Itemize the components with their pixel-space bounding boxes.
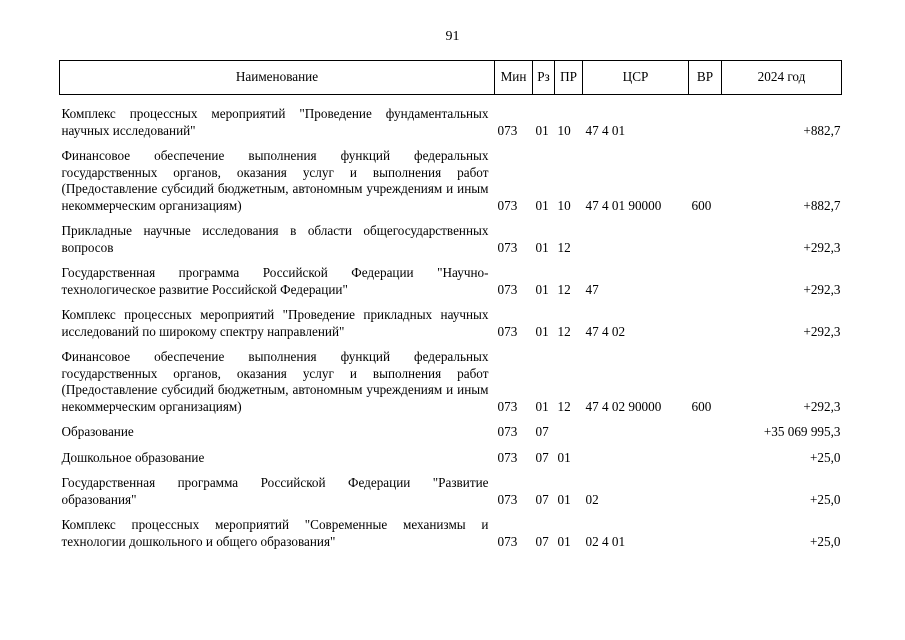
table-row — [60, 424, 842, 450]
row-name: Комплекс процессных мероприятий "Проведение прикладных научных исследований по широкому спектру направлений" — [61, 307, 489, 339]
row-amount: +292,3 — [803, 398, 841, 414]
header-name: Наименование — [60, 61, 495, 95]
row-vr — [689, 307, 722, 349]
table-row — [60, 517, 842, 559]
row-min: 073 — [497, 424, 518, 439]
row-rz: 01 — [535, 323, 549, 339]
row-amount: +25,0 — [809, 491, 841, 507]
header-vr: ВР — [689, 61, 722, 95]
row-csr — [583, 223, 689, 265]
row-pr: 10 — [557, 122, 571, 138]
row-name: Дошкольное образование — [61, 449, 205, 465]
row-rz: 07 — [535, 533, 549, 549]
row-name: Комплекс процессных мероприятий "Проведение фундаментальных научных исследований" — [61, 106, 489, 138]
header-min: Мин — [495, 61, 533, 95]
row-vr — [689, 95, 722, 149]
row-vr — [689, 223, 722, 265]
row-min: 073 — [497, 122, 518, 138]
table-row — [60, 307, 842, 349]
row-vr: 600 — [691, 398, 712, 414]
row-vr: 600 — [691, 197, 712, 213]
row-rz: 07 — [535, 491, 549, 507]
row-pr: 01 — [557, 533, 571, 549]
row-rz: 01 — [535, 398, 549, 414]
row-amount: +25,0 — [809, 533, 841, 549]
row-name: Образование — [61, 424, 134, 439]
row-pr: 10 — [557, 197, 571, 213]
row-min: 073 — [497, 533, 518, 549]
row-rz: 01 — [535, 239, 549, 255]
row-min: 073 — [497, 197, 518, 213]
table-header — [60, 61, 842, 95]
row-csr: 47 4 01 90000 — [585, 197, 662, 213]
row-amount: +292,3 — [803, 239, 841, 255]
row-amount: +292,3 — [803, 281, 841, 297]
row-amount: +35 069 995,3 — [763, 424, 841, 439]
row-min: 073 — [497, 323, 518, 339]
row-csr: 02 — [585, 491, 599, 507]
row-vr — [689, 475, 722, 517]
row-name: Финансовое обеспечение выполнения функций федеральных государственных органов, оказания услуг и выполнения работ (Предоставление субсидий бюджетным, автономным учреждениям и иным некоммерческим организациям) — [61, 148, 489, 213]
row-vr — [689, 450, 722, 476]
row-vr — [689, 517, 722, 559]
row-rz: 01 — [535, 281, 549, 297]
row-rz: 07 — [535, 449, 549, 465]
row-csr: 47 4 02 — [585, 323, 626, 339]
row-name: Финансовое обеспечение выполнения функций федеральных государственных органов, оказания услуг и выполнения работ (Предоставление субсидий бюджетным, автономным учреждениям и иным некоммерческим организациям) — [61, 349, 489, 414]
table-row — [60, 475, 842, 517]
row-min: 073 — [497, 449, 518, 465]
row-pr: 12 — [557, 281, 571, 297]
row-csr: 47 4 02 90000 — [585, 398, 662, 414]
row-name: Прикладные научные исследования в области общегосударственных вопросов — [61, 223, 489, 255]
table-row — [60, 148, 842, 223]
row-min: 073 — [497, 281, 518, 297]
row-pr: 12 — [557, 323, 571, 339]
row-name: Государственная программа Российской Федерации "Развитие образования" — [61, 475, 489, 507]
row-csr — [583, 424, 689, 450]
row-pr: 01 — [557, 449, 571, 465]
row-amount: +882,7 — [803, 122, 841, 138]
table-row — [60, 223, 842, 265]
table-body — [60, 95, 842, 560]
row-pr — [555, 424, 583, 450]
header-csr: ЦСР — [583, 61, 689, 95]
row-csr: 47 4 01 — [585, 122, 626, 138]
row-amount: +292,3 — [803, 323, 841, 339]
row-min: 073 — [497, 398, 518, 414]
row-rz: 01 — [535, 122, 549, 138]
row-pr: 01 — [557, 491, 571, 507]
row-pr: 12 — [557, 398, 571, 414]
row-csr: 02 4 01 — [585, 533, 626, 549]
row-rz: 01 — [535, 197, 549, 213]
row-vr — [689, 424, 722, 450]
budget-table — [59, 60, 842, 559]
row-name: Государственная программа Российской Федерации "Научно-технологическое развитие Российской Федерации" — [61, 265, 489, 297]
row-name: Комплекс процессных мероприятий "Современные механизмы и технологии дошкольного и общего образования" — [61, 517, 489, 549]
row-amount: +882,7 — [803, 197, 841, 213]
table-row — [60, 95, 842, 149]
row-min: 073 — [497, 491, 518, 507]
header-pr: ПР — [555, 61, 583, 95]
row-rz: 07 — [535, 424, 549, 439]
row-min: 073 — [497, 239, 518, 255]
header-year: 2024 год — [722, 61, 842, 95]
row-csr: 47 — [585, 281, 599, 297]
header-rz: Рз — [533, 61, 555, 95]
table-row — [60, 450, 842, 476]
row-csr — [583, 450, 689, 476]
table-row — [60, 349, 842, 424]
row-amount: +25,0 — [809, 449, 841, 465]
row-pr: 12 — [557, 239, 571, 255]
table-row — [60, 265, 842, 307]
row-vr — [689, 265, 722, 307]
page-number: 91 — [445, 29, 460, 44]
